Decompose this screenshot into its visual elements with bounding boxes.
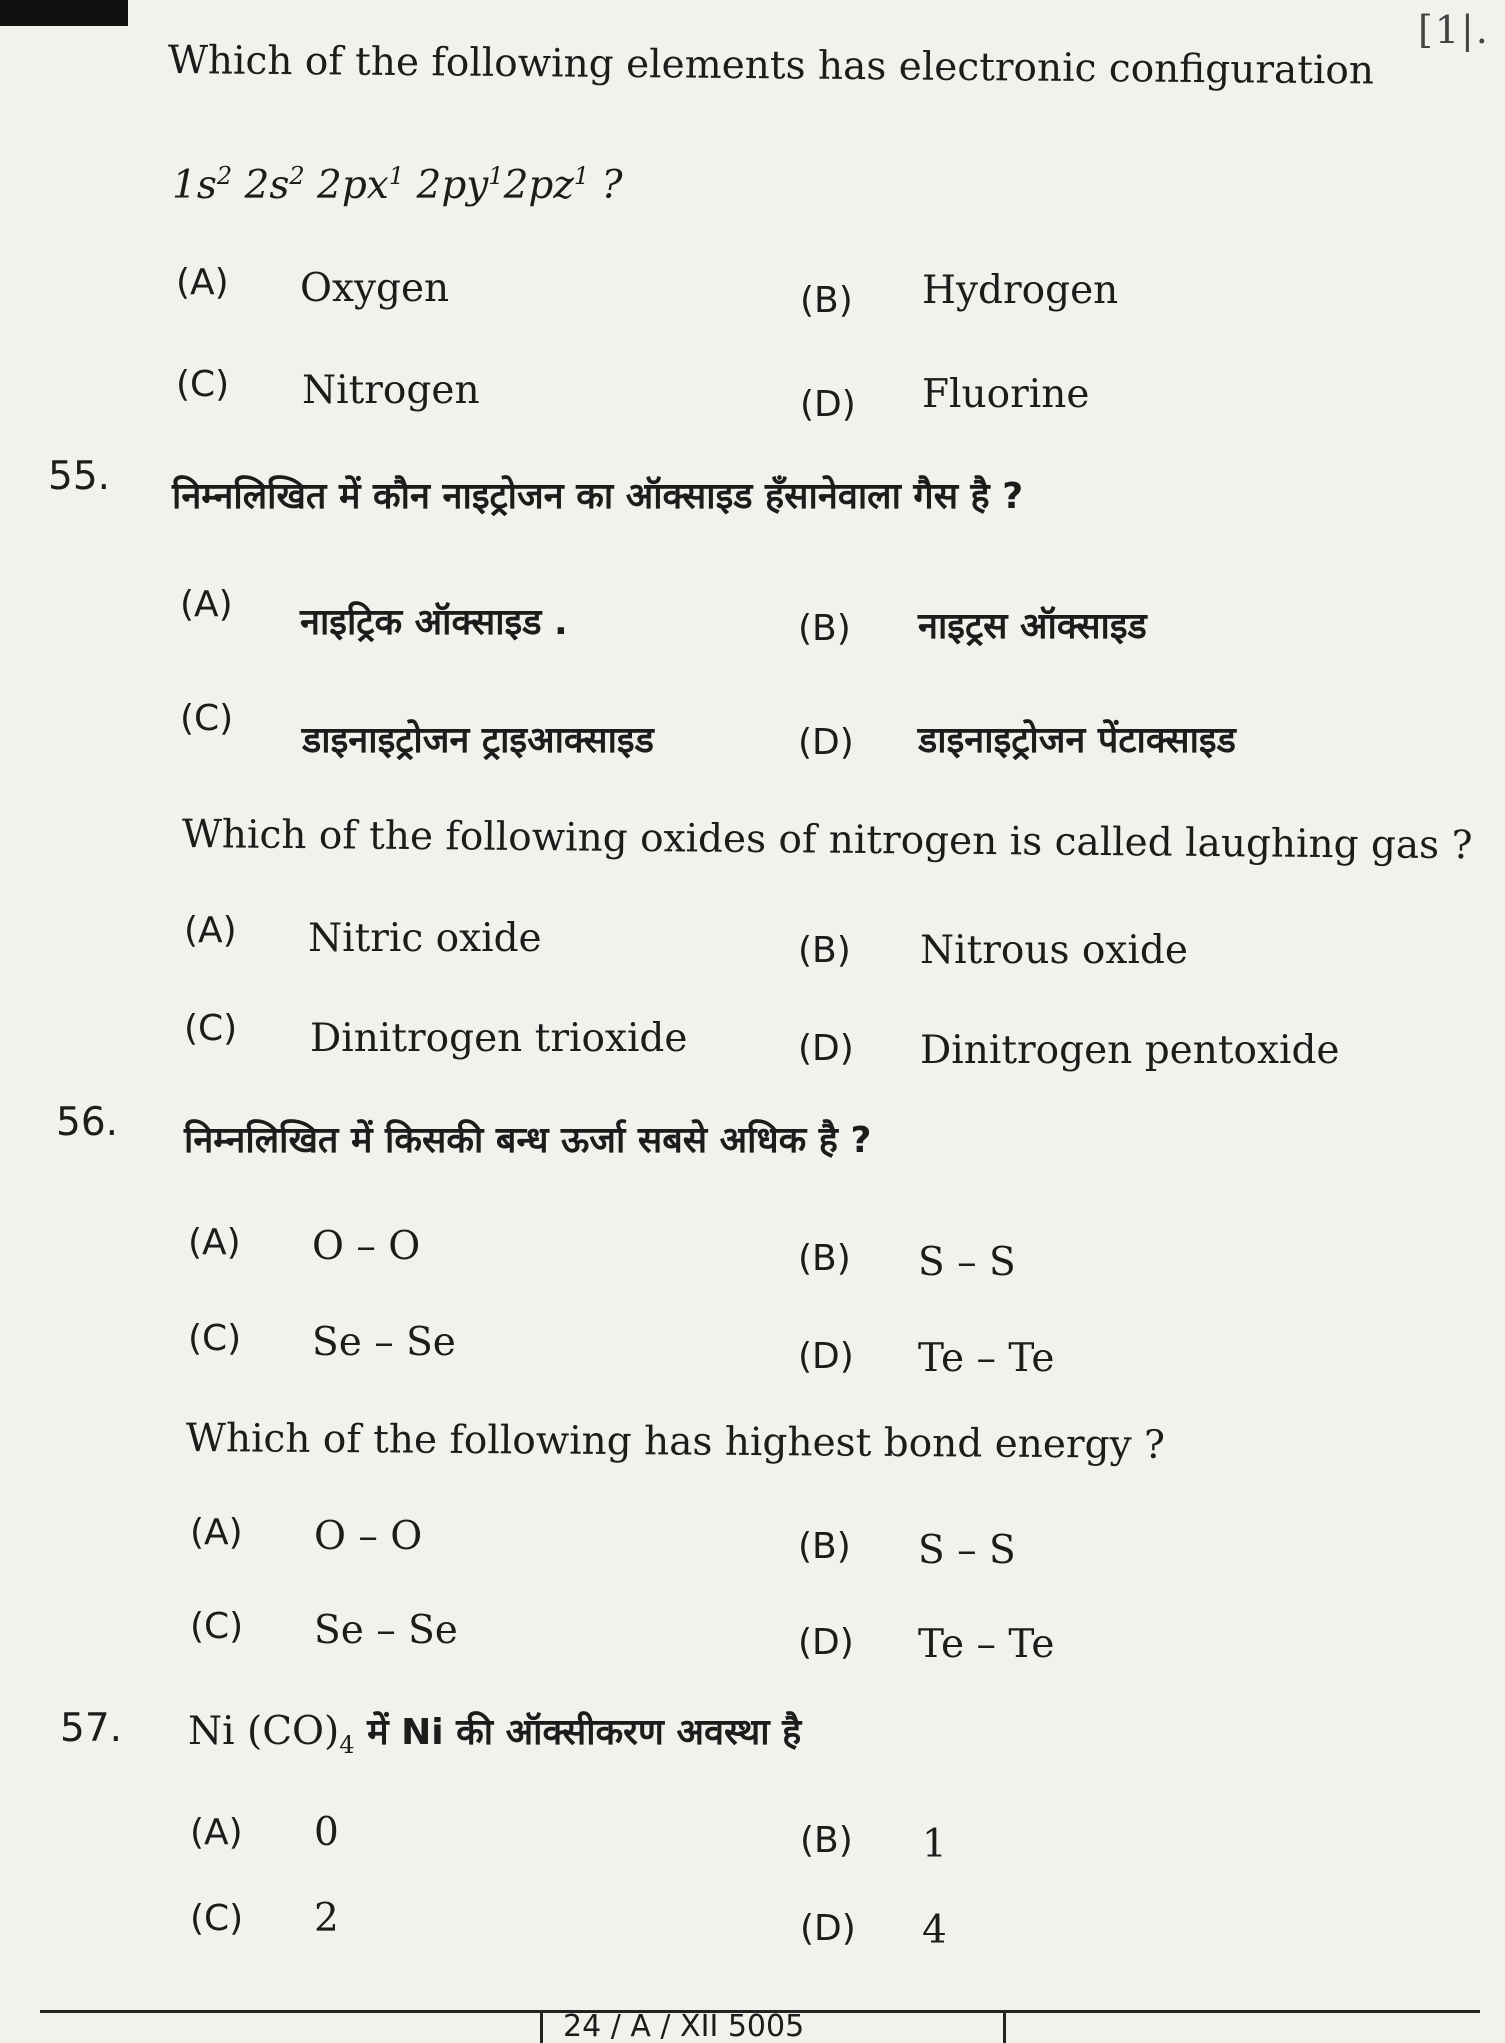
q55-en-option-a-letter: (A) — [184, 910, 237, 951]
q56-question-text-hindi: निम्नलिखित में किसकी बन्ध ऊर्जा सबसे अधिक है ? — [184, 1120, 872, 1161]
q54-option-a-text: Oxygen — [300, 266, 450, 311]
q57-option-a-text: 0 — [314, 1810, 339, 1855]
q56-hi-option-b-text: S – S — [918, 1240, 1016, 1285]
q56-en-option-c-text: Se – Se — [314, 1608, 458, 1653]
q56-en-option-d-text: Te – Te — [918, 1622, 1055, 1667]
q55-hi-option-d-letter: (D) — [798, 722, 854, 763]
q55-en-option-c-text: Dinitrogen trioxide — [310, 1016, 688, 1061]
q57-number: 57. — [60, 1706, 123, 1751]
q54-option-a-letter: (A) — [176, 262, 229, 303]
q56-en-option-a-text: O – O — [314, 1514, 423, 1559]
q55-en-option-d-text: Dinitrogen pentoxide — [920, 1028, 1340, 1073]
q56-hi-option-a-letter: (A) — [188, 1222, 241, 1263]
q56-question-text-english: Which of the following has highest bond energy ? — [185, 1416, 1166, 1468]
q54-option-b-text: Hydrogen — [922, 268, 1119, 313]
q57-option-d-letter: (D) — [800, 1908, 856, 1949]
page-margin-mark: [1|. — [1418, 8, 1490, 52]
q57-question-text: Ni $(CO)_4$ में Ni की ऑक्सीकरण अवस्था है — [188, 1709, 802, 1759]
q56-hi-option-d-text: Te – Te — [918, 1336, 1055, 1381]
q55-hi-option-a-text: नाइट्रिक ऑक्साइड . — [300, 602, 568, 643]
q56-en-option-c-letter: (C) — [190, 1606, 244, 1647]
q55-hi-option-d-text: डाइनाइट्रोजन पेंटाक्साइड — [918, 720, 1236, 761]
q55-hi-option-c-text: डाइनाइट्रोजन ट्राइआक्साइड — [302, 720, 654, 761]
q56-hi-option-c-text: Se – Se — [312, 1320, 456, 1365]
q56-en-option-b-text: S – S — [918, 1528, 1016, 1573]
q54-option-d-text: Fluorine — [922, 372, 1090, 417]
q56-hi-option-d-letter: (D) — [798, 1336, 854, 1377]
q55-hi-option-b-letter: (B) — [798, 608, 851, 649]
q54-electron-configuration: $1s^2$ $2s^2$ $2px^1$ $2py^12pz^1$ ? — [172, 162, 623, 208]
q57-option-b-letter: (B) — [800, 1820, 853, 1861]
q55-en-option-b-letter: (B) — [798, 930, 851, 971]
footer-code-box — [540, 2013, 1006, 2043]
q56-en-option-b-letter: (B) — [798, 1526, 851, 1567]
q55-hi-option-b-text: नाइट्रस ऑक्साइड — [918, 606, 1147, 647]
q55-en-option-a-text: Nitric oxide — [308, 916, 542, 961]
q56-hi-option-b-letter: (B) — [798, 1238, 851, 1279]
corner-black-mark — [0, 0, 128, 26]
q57-option-c-text: 2 — [314, 1896, 339, 1941]
q55-hi-option-c-letter: (C) — [180, 698, 234, 739]
q56-hi-option-a-text: O – O — [312, 1224, 421, 1269]
q57-option-d-text: 4 — [922, 1908, 947, 1953]
q55-number: 55. — [48, 454, 111, 499]
q56-hi-option-c-letter: (C) — [188, 1318, 242, 1359]
q57-option-a-letter: (A) — [190, 1812, 243, 1853]
q54-option-b-letter: (B) — [800, 280, 853, 321]
q54-option-c-text: Nitrogen — [302, 368, 480, 413]
q57-option-b-text: 1 — [922, 1822, 947, 1867]
q55-en-option-b-text: Nitrous oxide — [920, 928, 1188, 973]
q54-option-c-letter: (C) — [176, 364, 230, 405]
q55-en-option-c-letter: (C) — [184, 1008, 238, 1049]
footer-paper-code: 24 / A / XII 5005 — [563, 2013, 805, 2043]
q55-question-text-english: Which of the following oxides of nitrogen is called laughing gas ? — [181, 812, 1473, 869]
q55-en-option-d-letter: (D) — [798, 1028, 854, 1069]
q55-question-text-hindi: निम्नलिखित में कौन नाइट्रोजन का ऑक्साइड हँसानेवाला गैस है ? — [172, 476, 1024, 517]
q54-question-text: Which of the following elements has electronic configuration — [167, 38, 1375, 94]
q56-number: 56. — [56, 1100, 119, 1145]
q56-en-option-d-letter: (D) — [798, 1622, 854, 1663]
q57-option-c-letter: (C) — [190, 1898, 244, 1939]
q56-en-option-a-letter: (A) — [190, 1512, 243, 1553]
q54-option-d-letter: (D) — [800, 384, 856, 425]
q55-hi-option-a-letter: (A) — [180, 584, 233, 625]
